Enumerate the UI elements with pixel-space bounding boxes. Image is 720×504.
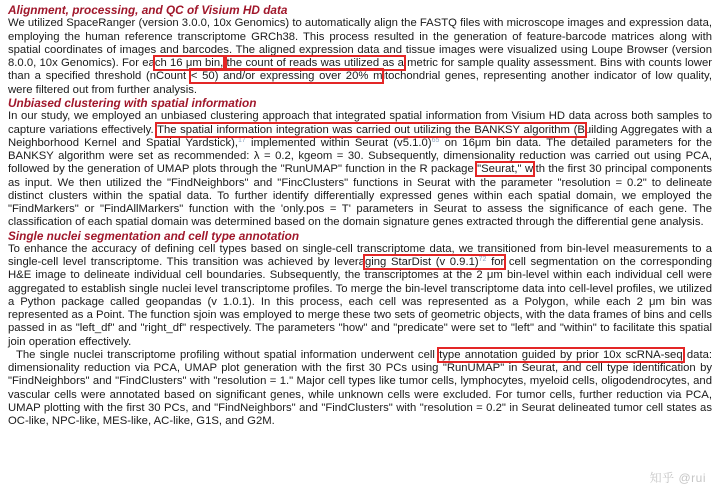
citation-link[interactable]: 72	[478, 256, 487, 264]
paragraph-annotation	[8, 349, 712, 429]
text: We utilized SpaceRanger (version 3.0.0, 10x Genomics) to automatically align the FASTQ files with microscope images and expression data, employing the human reference transcriptome GRCh38. This process resulted in the generation of feature-barcode matrices along with spatial coordinates of images and barcodes. The aligned expression data and tissue images were visualized using Loupe Browser (version 8.0.0, 10x Genomics). For ea	[8, 17, 712, 70]
text: implemented within Seurat (v5.1.0)	[245, 136, 432, 149]
section-heading-alignment: Alignment, processing, and QC of Visium HD data	[8, 3, 288, 17]
highlight-box: "Seurat," w	[477, 163, 534, 176]
text: To enhance the accuracy of defining cell types based on single-cell transcriptome data, we transitioned from bin-level measurements to a single-cell level transcriptome. This transition was achieved by levera	[8, 242, 712, 269]
highlight-box	[365, 256, 504, 268]
text: In our study, we employed an unbiased clustering approach that integrated spatial information from Visium HD data across both samples to capture variations effectively.	[8, 110, 712, 136]
highlight-box: the count of reads was utilized as a	[226, 57, 404, 70]
highlight-box: ch 16 μm bin,	[154, 57, 224, 70]
text: cell segmentation on the corresponding H&E image to delineate individual cell boundaries. Subsequently, the transcriptomes at the 2 μm bin-level within each individual cell were aggregated to establish single nuclei level transcriptome profiles. To merge the bin-level transcriptome data into cell-level profiles, we utilized a Python package called geopandas (v 1.0.1). In this process, each cell was represented as a Polygon, while each 2 μm bin was represented as a Point. The function sjoin was employed to merge these two sets of geometric objects, with the data frames of bins and cells passed in as "left_df" and "right_df" respectively. The parameters "how" and "predicate" were set to "left" and "within" to facilitate this spatial join operation effectively.	[8, 256, 712, 348]
text: for	[486, 256, 505, 269]
highlight-box: type annotation guided by prior 10x scRNA-seq	[439, 348, 683, 361]
text: The single nuclei transcriptome profiling without spatial information underwent cell	[16, 348, 440, 361]
section-heading-clustering: Unbiased clustering with spatial information	[8, 95, 257, 110]
text: uilding Aggregates with a Neighborhood Kernel and Spatial Yardstick),	[8, 123, 712, 149]
text: ging StarDist (v 0.9.1)	[364, 256, 479, 269]
section-heading-segmentation: Single nuclei segmentation and cell type annotation	[8, 228, 300, 243]
paragraph-clustering	[8, 110, 712, 229]
text: metric for sample quality assessment. Bins with counts lower than a specified threshold (nCount	[8, 57, 713, 83]
paragraph-segmentation	[8, 243, 712, 349]
text: data: dimensionality reduction via PCA, UMAP plot generation with the first 30 PCs using "RunUMAP" in Seurat, and cell type identification by "FindNeighbors" and "FindClusters" with "resolution = 1." Major cell types like tumor cells, lymphocytes, myeloid cells, oligodendrocytes, and vascular cells were annotated based on significant genes, while unknown cells were excluded. For tumor cells, further reduction via PCA, UMAP plotting with the first 30 PCs, and "FindNeighbors" and "FindClusters" with "resolution = 0.2" in Seurat delineated tumor cell states as OC-like, NPC-like, MES-like, AC-like, G1S, and G2M.	[8, 348, 713, 428]
watermark: 知乎 @rui	[649, 471, 706, 485]
highlight-box: The spatial information integration was carried out utilizing the BANKSY algorithm (B	[157, 123, 585, 136]
text: ith the first 30 principal components as input. We then utilized the "FindNeighbors" and "FincClusters" functions in Seurat with the parameter "resolution = 0.2" to delineate distinct clusters within the spatial data. To further identify differentially expressed genes within each spatial domain, we employed the "FindMarkers" or "FindAllMarkers" function with the 'only.pos = T' parameters in Seurat to assess the significance of each gene. The classification of each spatial domain was determined based on the domain signature genes extracted through the differential gene analysis.	[8, 163, 712, 229]
highlight-box: < 50) and/or expressing over 20% m	[190, 70, 383, 83]
citation-link[interactable]: 17	[238, 136, 246, 144]
text: on 16μm bin data. The detailed parameters for the BANKSY algorithm were set as recommended: λ = 0.2, kgeom = 30. Subsequently, dimensionality reduction was carried out using PCA, followed by the generation of UMAP plots through the "RunUMAP" function in the R package	[8, 136, 713, 176]
citation-link[interactable]: 65	[431, 136, 440, 144]
paragraph-alignment	[8, 17, 712, 97]
text: itochondrial genes, representing another indicator of low quality, were filtered out from further analysis.	[8, 70, 713, 96]
